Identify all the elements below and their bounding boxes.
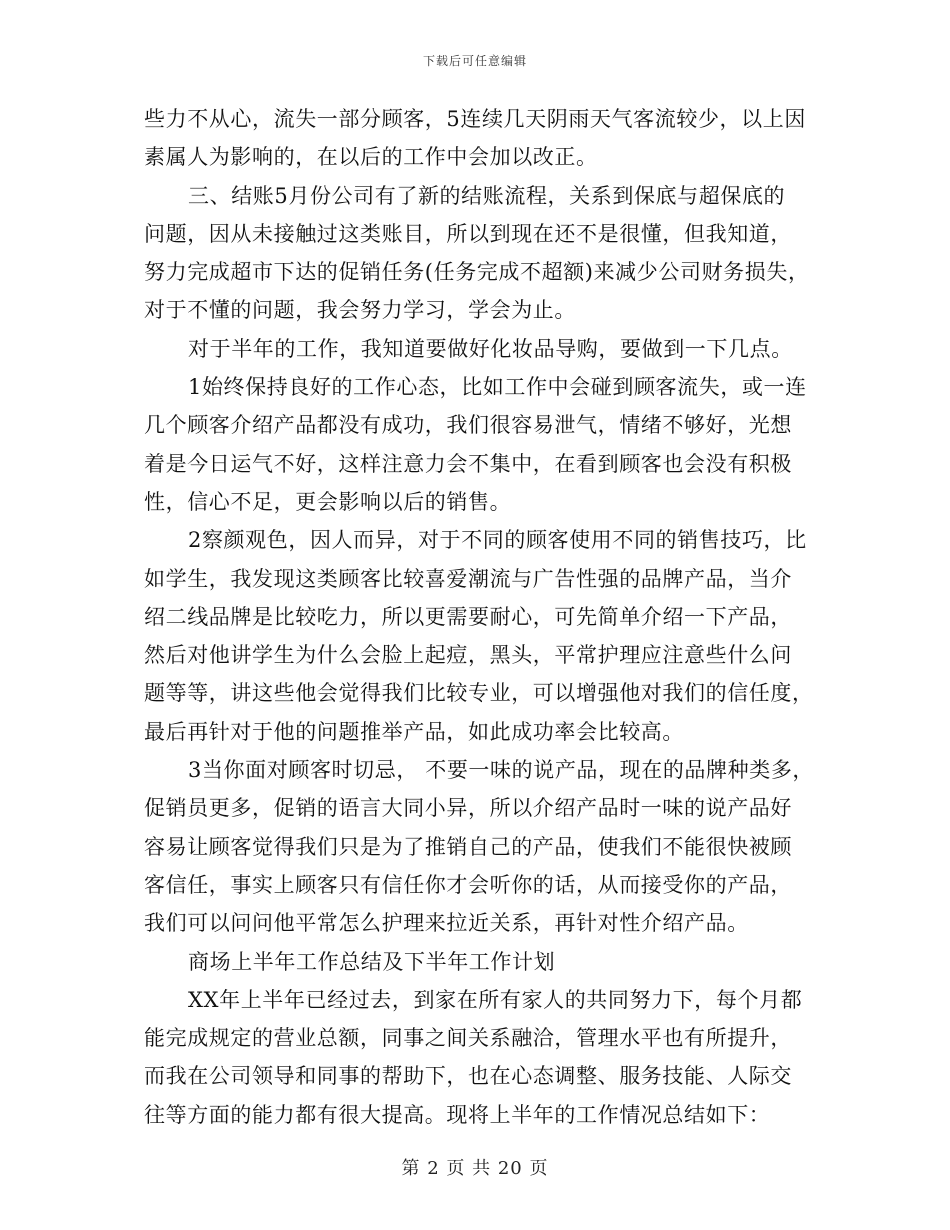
text-line: 绍二线品牌是比较吃力，所以更需要耐心，可先简单介绍一下产品， [144,604,792,629]
text-line: 客信任，事实上顾客只有信任你才会听你的话，从而接受你的产品， [144,872,792,897]
text-line: 能完成规定的营业总额，同事之间关系融洽，管理水平也有所提升， [144,1026,792,1051]
text-line: 商场上半年工作总结及下半年工作计划 [188,949,556,974]
text-line: 着是今日运气不好，这样注意力会不集中，在看到顾客也会没有积极 [144,451,792,476]
text-line: 1始终保持良好的工作心态，比如工作中会碰到顾客流失，或一连 [188,375,807,400]
text-line: 3当你面对顾客时切忌， 不要一味的说产品，现在的品牌种类多， [188,758,815,783]
text-line: 对于半年的工作，我知道要做好化妆品导购，要做到一下几点。 [188,336,793,361]
text-line: 然后对他讲学生为什么会脸上起痘，黑头，平常护理应注意些什么问 [144,643,792,668]
text-line: 促销员更多，促销的语言大同小异，所以介绍产品时一味的说产品好 [144,796,792,821]
text-line: 性，信心不足，更会影响以后的销售。 [144,489,512,514]
text-line: 努力完成超市下达的促销任务(任务完成不超额)来减少公司财务损失， [144,260,810,285]
text-line: 最后再针对于他的问题推举产品，如此成功率会比较高。 [144,719,684,744]
text-line: 三、结账5月份公司有了新的结账流程，关系到保底与超保底的 [188,183,786,208]
text-line: XX年上半年已经过去，到家在所有家人的共同努力下，每个月都 [188,987,803,1012]
text-line: 对于不懂的问题，我会努力学习，学会为止。 [144,298,576,323]
text-line: 问题，因从未接触过这类账目，所以到现在还不是很懂，但我知道， [144,221,792,246]
text-line: 题等等，讲这些他会觉得我们比较专业，可以增强他对我们的信任度， [144,681,814,706]
text-line: 如学生，我发现这类顾客比较喜爱潮流与广告性强的品牌产品，当介 [144,566,792,591]
page-header: 下载后可任意编辑 [422,54,527,68]
text-line: 容易让顾客觉得我们只是为了推销自己的产品，使我们不能很快被顾 [144,834,792,859]
text-line: 而我在公司领导和同事的帮助下，也在心态调整、服务技能、人际交 [144,1064,792,1089]
text-line: 2察颜观色，因人而异，对于不同的顾客使用不同的销售技巧，比 [188,528,807,553]
text-line: 往等方面的能力都有很大提高。现将上半年的工作情况总结如下： [144,1102,771,1127]
text-line: 些力不从心，流失一部分顾客，5连续几天阴雨天气客流较少，以上因 [144,107,806,131]
text-line: 我们可以问问他平常怎么护理来拉近关系，再针对性介绍产品。 [144,911,749,936]
text-line: 几个顾客介绍产品都没有成功，我们很容易泄气，情绪不够好，光想 [144,413,792,438]
document-body [144,100,815,1134]
text-line: 素属人为影响的，在以后的工作中会加以改正。 [144,145,598,170]
page-number-footer: 第 2 页 共 20 页 [401,1158,549,1179]
